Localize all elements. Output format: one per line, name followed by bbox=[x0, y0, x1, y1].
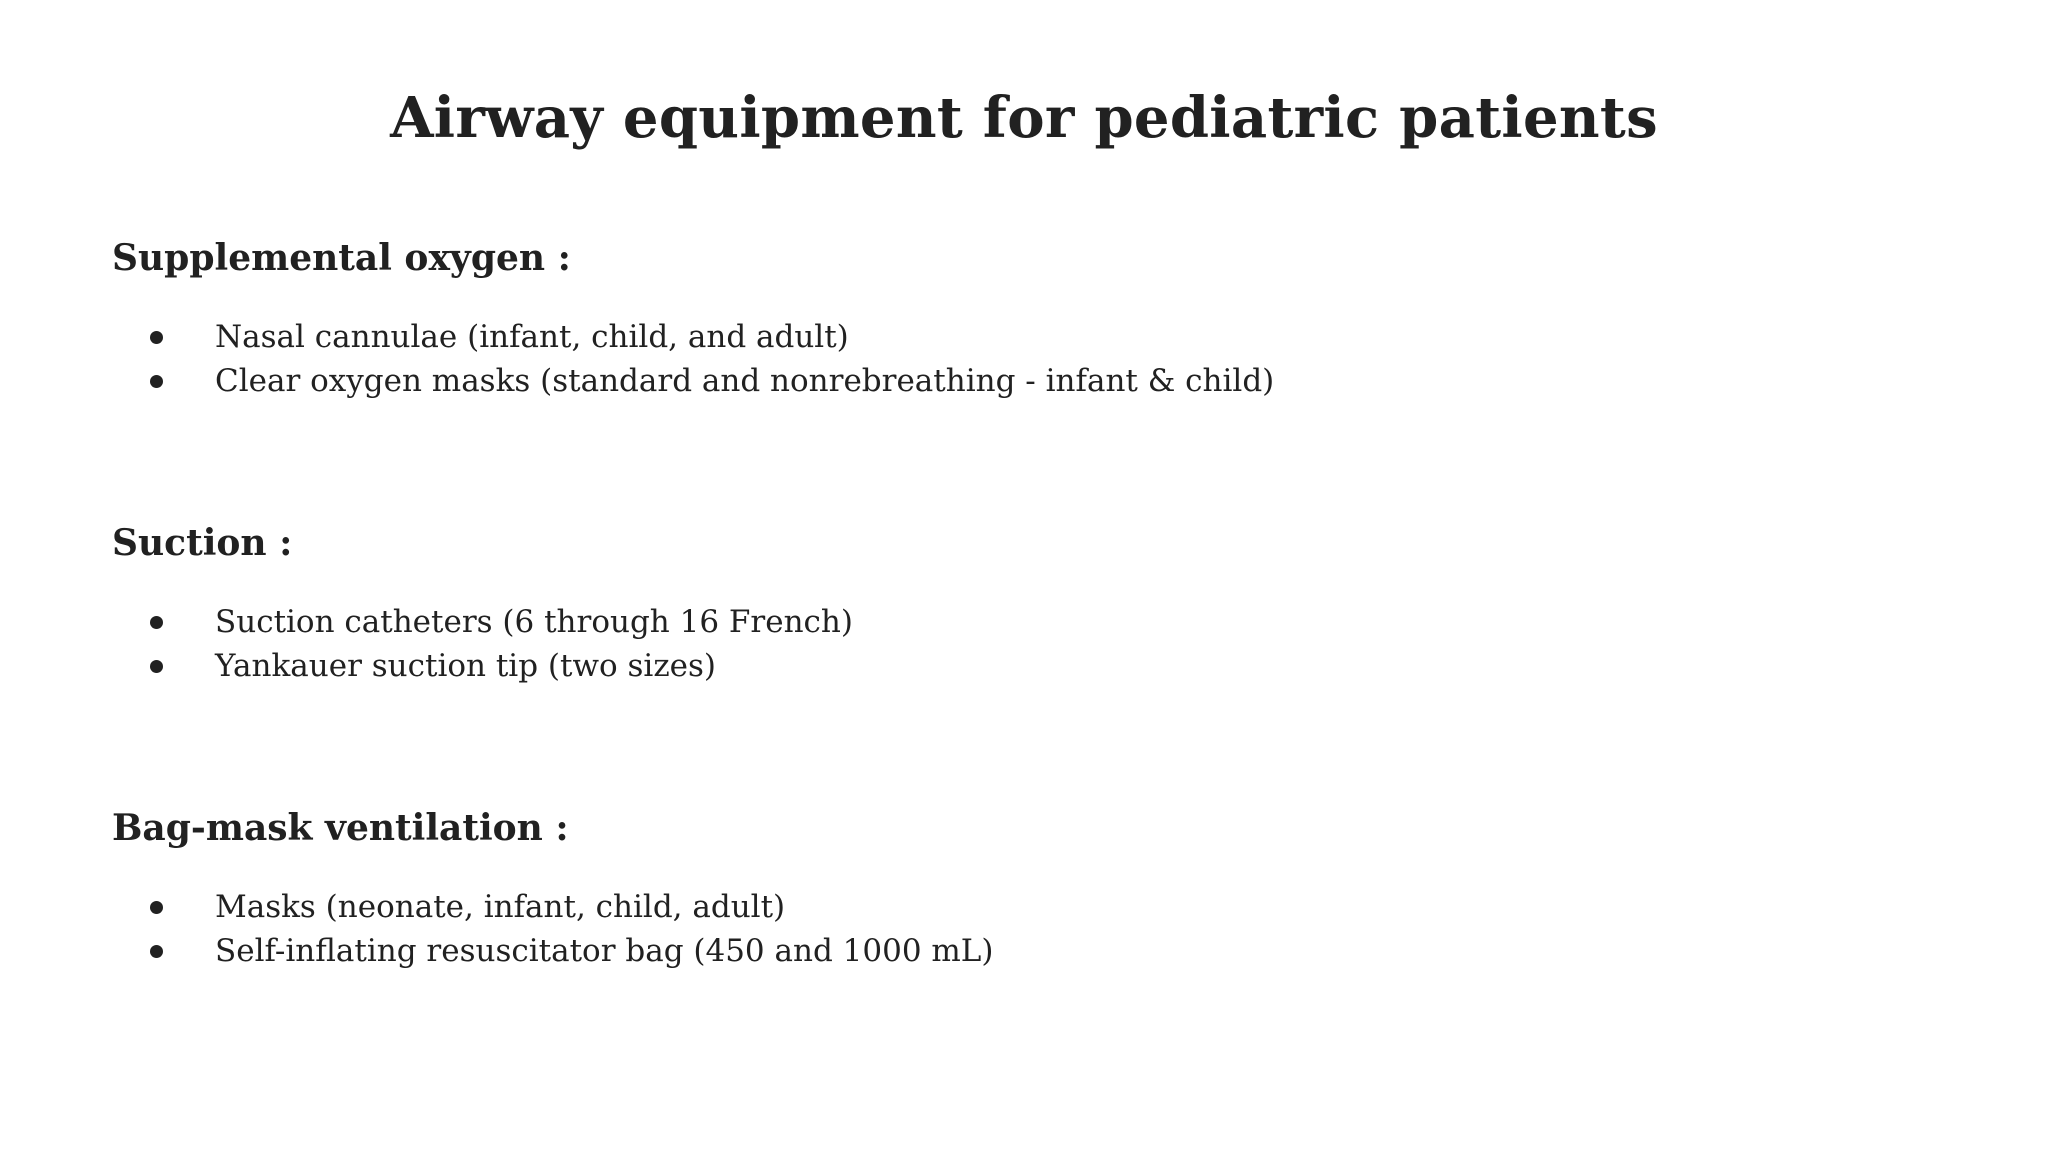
section-heading: Supplemental oxygen : bbox=[112, 237, 571, 279]
list-item-text: Clear oxygen masks (standard and nonrebreathing - infant & child) bbox=[215, 363, 1275, 399]
section-supplemental-oxygen bbox=[112, 233, 1912, 403]
list-item bbox=[112, 359, 1912, 403]
bullet-list bbox=[112, 600, 1912, 688]
list-item-text: Yankauer suction tip (two sizes) bbox=[215, 648, 717, 684]
list-item bbox=[112, 600, 1912, 644]
bullet-icon bbox=[150, 331, 163, 344]
list-item bbox=[112, 885, 1912, 929]
list-item-text: Suction catheters (6 through 16 French) bbox=[215, 604, 853, 640]
bullet-icon bbox=[150, 901, 163, 914]
list-item-text: Nasal cannulae (infant, child, and adult) bbox=[215, 319, 849, 355]
bullet-list bbox=[112, 315, 1912, 403]
list-item bbox=[112, 315, 1912, 359]
bullet-icon bbox=[150, 660, 163, 673]
section-suction bbox=[112, 518, 1912, 688]
list-item bbox=[112, 929, 1912, 973]
list-item bbox=[112, 644, 1912, 688]
bullet-list bbox=[112, 885, 1912, 973]
bullet-icon bbox=[150, 375, 163, 388]
section-heading: Suction : bbox=[112, 522, 293, 564]
bullet-icon bbox=[150, 945, 163, 958]
slide-title: Airway equipment for pediatric patients bbox=[390, 85, 1658, 151]
bullet-icon bbox=[150, 616, 163, 629]
section-bag-mask-ventilation bbox=[112, 803, 1912, 973]
list-item-text: Masks (neonate, infant, child, adult) bbox=[215, 889, 786, 925]
section-heading: Bag-mask ventilation : bbox=[112, 807, 569, 849]
list-item-text: Self-inflating resuscitator bag (450 and 1000 mL) bbox=[215, 933, 994, 969]
